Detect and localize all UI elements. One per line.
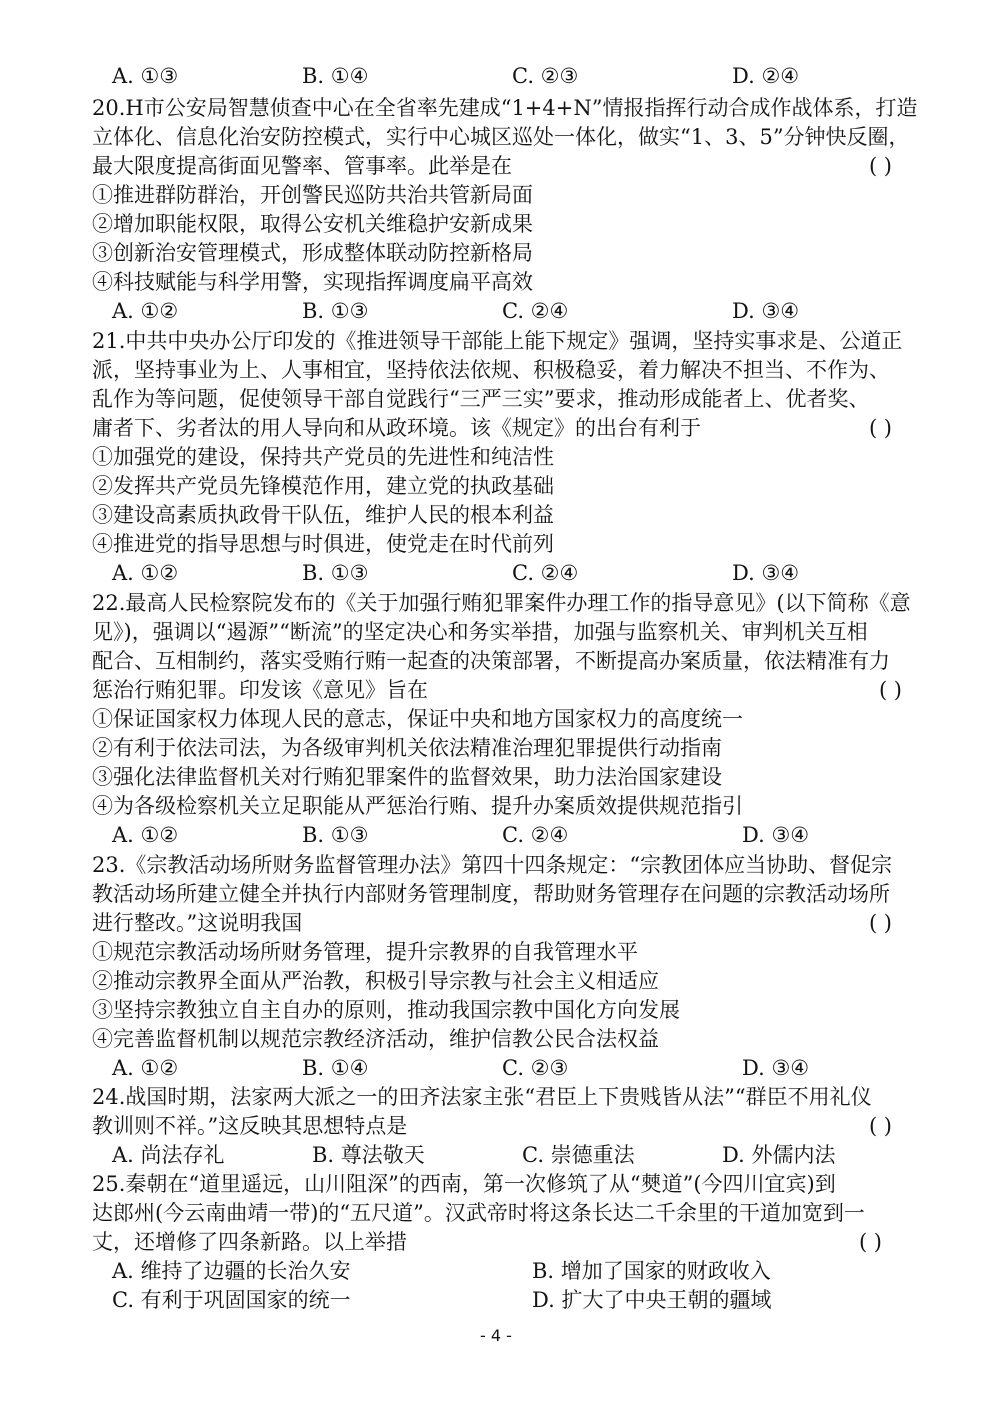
q23-item-2: ②推动宗教界全面从严治教，积极引导宗教与社会主义相适应 bbox=[92, 969, 659, 993]
q24-answer-blank: ( ) bbox=[868, 1114, 892, 1138]
q22-stem-line-3: 配合、互相制约，落实受贿行贿一起查的决策部署，不断提高办案质量，依法精准有力 bbox=[92, 649, 890, 673]
q23-option-c: C. ②③ bbox=[502, 1056, 569, 1080]
page-number: - 4 - bbox=[480, 1326, 512, 1345]
q21-stem-line-3: 乱作为等问题，促使领导干部自觉践行“三严三实”要求，推动形成能者上、优者奖、 bbox=[92, 387, 870, 411]
q20-stem-line-2: 立体化、信息化治安防控模式，实行中心城区巡处一体化，做实“1、3、5”分钟快反圈， bbox=[92, 125, 910, 149]
q21-item-1: ①加强党的建设，保持共产党员的先进性和纯洁性 bbox=[92, 445, 554, 469]
q20-item-2: ②增加职能权限，取得公安机关维稳护安新成果 bbox=[92, 212, 533, 236]
q22-stem-text: 惩治行贿犯罪。印发该《意见》旨在 bbox=[92, 678, 428, 702]
q20-options bbox=[92, 297, 922, 326]
q22-item-1: ①保证国家权力体现人民的意志，保证中央和地方国家权力的高度统一 bbox=[92, 707, 743, 731]
q21-item-4: ④推进党的指导思想与时俱进，使党走在时代前列 bbox=[92, 532, 554, 556]
q22-stem-line-4 bbox=[92, 676, 922, 705]
q25-option-c: C. 有利于巩固国家的统一 bbox=[112, 1288, 351, 1312]
q20-item-1: ①推进群防群治，开创警民巡防共治共管新局面 bbox=[92, 183, 533, 207]
q23-stem-line-3 bbox=[92, 909, 922, 938]
q22-stem-line-1: 22.最高人民检察院发布的《关于加强行贿犯罪案件办理工作的指导意见》(以下简称《意 bbox=[92, 591, 911, 615]
q22-option-a: A. ①② bbox=[112, 823, 179, 847]
q19-option-c: C. ②③ bbox=[512, 64, 579, 88]
q19-option-b: B. ①④ bbox=[302, 64, 369, 88]
q20-stem-line-1: 20.H市公安局智慧侦查中心在全省率先建成“1+4+N”情报指挥行动合成作战体系，打造 bbox=[92, 96, 918, 120]
q21-item-2: ②发挥共产党员先锋模范作用，建立党的执政基础 bbox=[92, 474, 554, 498]
q24-options bbox=[92, 1141, 922, 1170]
q20-option-b: B. ①③ bbox=[302, 299, 369, 323]
q23-option-a: A. ①② bbox=[112, 1056, 179, 1080]
q22-option-b: B. ①③ bbox=[302, 823, 369, 847]
q20-option-c: C. ②④ bbox=[502, 299, 569, 323]
q21-option-d: D. ③④ bbox=[732, 561, 800, 585]
q21-item-3: ③建设高素质执政骨干队伍，维护人民的根本利益 bbox=[92, 503, 554, 527]
q21-stem-line-2: 派，坚持事业为上、人事相宜，坚持依法依规、积极稳妥，着力解决不担当、不作为、 bbox=[92, 358, 890, 382]
q25-stem-line-2: 达郎州(今云南曲靖一带)的“五尺道”。汉武帝时将这条长达二千余里的干道加宽到一 bbox=[92, 1201, 865, 1225]
q22-answer-blank: ( ) bbox=[878, 678, 902, 702]
q23-stem-line-1: 23.《宗教活动场所财务监督管理办法》第四十四条规定：“宗教团体应当协助、督促宗 bbox=[92, 853, 893, 877]
q21-option-c: C. ②④ bbox=[512, 561, 579, 585]
q24-option-b: B. 尊法敬天 bbox=[312, 1143, 425, 1167]
q21-stem-line-4 bbox=[92, 414, 922, 443]
q23-item-3: ③坚持宗教独立自主自办的原则，推动我国宗教中国化方向发展 bbox=[92, 998, 680, 1022]
q25-stem-line-3 bbox=[92, 1228, 922, 1257]
q20-item-3: ③创新治安管理模式，形成整体联动防控新格局 bbox=[92, 241, 533, 265]
q19-option-d: D. ②④ bbox=[732, 64, 800, 88]
q25-option-a: A. 维持了边疆的长治久安 bbox=[112, 1259, 351, 1283]
q22-item-4: ④为各级检察机关立足职能从严惩治行贿、提升办案质效提供规范指引 bbox=[92, 794, 743, 818]
q21-stem-line-1: 21.中共中央办公厅印发的《推进领导干部能上能下规定》强调，坚持实事求是、公道正 bbox=[92, 329, 903, 353]
q24-option-c: C. 崇德重法 bbox=[522, 1143, 635, 1167]
q23-options bbox=[92, 1054, 922, 1083]
q23-item-4: ④完善监督机制以规范宗教经济活动，维护信教公民合法权益 bbox=[92, 1027, 659, 1051]
q20-option-d: D. ③④ bbox=[732, 299, 800, 323]
q21-stem-text: 庸者下、劣者汰的用人导向和从政环境。该《规定》的出台有利于 bbox=[92, 416, 701, 440]
q20-option-a: A. ①② bbox=[112, 299, 179, 323]
q23-stem-text: 进行整改。”这说明我国 bbox=[92, 911, 303, 935]
q21-answer-blank: ( ) bbox=[868, 416, 892, 440]
q20-item-4: ④科技赋能与科学用警，实现指挥调度扁平高效 bbox=[92, 270, 533, 294]
q21-option-a: A. ①② bbox=[112, 561, 179, 585]
q20-stem-line-3 bbox=[92, 152, 922, 181]
q25-options-row-1 bbox=[92, 1257, 922, 1286]
q25-option-b: B. 增加了国家的财政收入 bbox=[532, 1259, 771, 1283]
q21-option-b: B. ①③ bbox=[302, 561, 369, 585]
q25-answer-blank: ( ) bbox=[858, 1230, 882, 1254]
q19-options bbox=[92, 62, 922, 91]
q24-stem-text: 教训则不祥。”这反映其思想特点是 bbox=[92, 1114, 408, 1138]
q25-options-row-2 bbox=[92, 1286, 922, 1315]
q22-item-2: ②有利于依法司法，为各级审判机关依法精准治理犯罪提供行动指南 bbox=[92, 736, 722, 760]
q20-stem-text: 最大限度提高街面见警率、管事率。此举是在 bbox=[92, 154, 512, 178]
q23-option-b: B. ①④ bbox=[302, 1056, 369, 1080]
q25-option-d: D. 扩大了中央王朝的疆域 bbox=[532, 1288, 772, 1312]
q23-item-1: ①规范宗教活动场所财务管理，提升宗教界的自我管理水平 bbox=[92, 940, 638, 964]
q25-stem-line-1: 25.秦朝在“道里遥远，山川阻深”的西南，第一次修筑了从“僰道”(今四川宜宾)到 bbox=[92, 1172, 836, 1196]
q22-item-3: ③强化法律监督机关对行贿犯罪案件的监督效果，助力法治国家建设 bbox=[92, 765, 722, 789]
q24-option-d: D. 外儒内法 bbox=[722, 1143, 836, 1167]
q24-stem-line-2 bbox=[92, 1112, 922, 1141]
q22-option-d: D. ③④ bbox=[742, 823, 810, 847]
q23-option-d: D. ③④ bbox=[742, 1056, 810, 1080]
q23-answer-blank: ( ) bbox=[868, 911, 892, 935]
q24-stem-line-1: 24.战国时期，法家两大派之一的田齐法家主张“君臣上下贵贱皆从法”“群臣不用礼仪 bbox=[92, 1085, 872, 1109]
q22-options bbox=[92, 821, 922, 850]
q22-stem-line-2: 见》)，强调以“遏源”“断流”的坚定决心和务实举措，加强与监察机关、审判机关互相 bbox=[92, 620, 868, 644]
q23-stem-line-2: 教活动场所建立健全并执行内部财务管理制度，帮助财务管理存在问题的宗教活动场所 bbox=[92, 882, 890, 906]
q22-option-c: C. ②④ bbox=[502, 823, 569, 847]
q20-answer-blank: ( ) bbox=[868, 154, 892, 178]
q21-options bbox=[92, 559, 922, 588]
q24-option-a: A. 尚法存礼 bbox=[112, 1143, 225, 1167]
q25-stem-text: 丈，还增修了四条新路。以上举措 bbox=[92, 1230, 407, 1254]
q19-option-a: A. ①③ bbox=[112, 64, 179, 88]
